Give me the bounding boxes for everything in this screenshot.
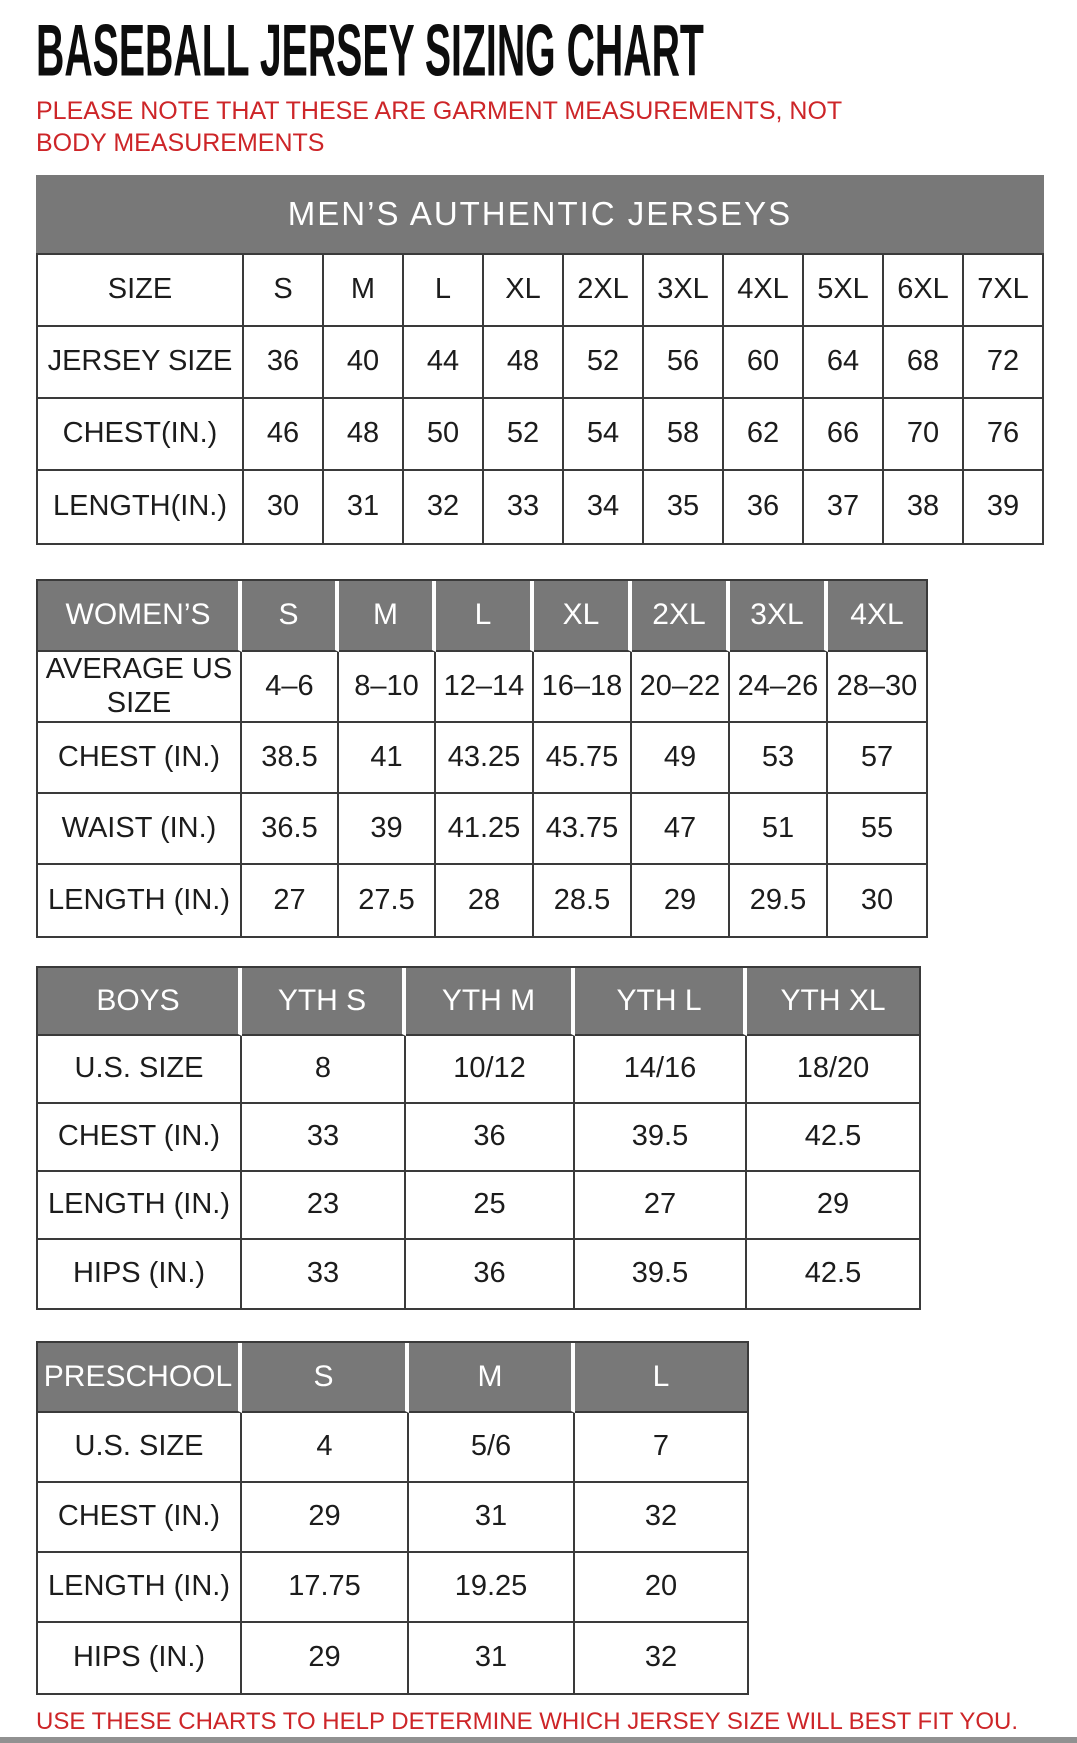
header-cell: XL [484, 255, 564, 327]
value-cell: 5/6 [409, 1413, 575, 1483]
value-cell: 38.5 [242, 723, 339, 794]
value-cell: 56 [644, 327, 724, 399]
header-cell: S [242, 1343, 409, 1413]
table-header-row [38, 581, 926, 652]
header-cell: YTH M [406, 968, 575, 1036]
value-cell: 28 [436, 865, 534, 936]
table-row [38, 794, 926, 865]
row-label-cell: HIPS (IN.) [38, 1623, 242, 1693]
row-label-cell: U.S. SIZE [38, 1036, 242, 1104]
value-cell: 72 [964, 327, 1042, 399]
value-cell: 34 [564, 471, 644, 543]
row-label-cell: LENGTH (IN.) [38, 1172, 242, 1240]
value-cell: 55 [828, 794, 926, 865]
row-label-cell: JERSEY SIZE [38, 327, 244, 399]
value-cell: 54 [564, 399, 644, 471]
value-cell: 39 [964, 471, 1042, 543]
value-cell: 33 [242, 1104, 406, 1172]
value-cell: 29 [242, 1623, 409, 1693]
value-cell: 17.75 [242, 1553, 409, 1623]
value-cell: 48 [484, 327, 564, 399]
value-cell: 24–26 [730, 652, 828, 723]
value-cell: 32 [575, 1623, 747, 1693]
value-cell: 30 [244, 471, 324, 543]
value-cell: 39.5 [575, 1104, 747, 1172]
table-row [38, 1104, 919, 1172]
row-label-cell: U.S. SIZE [38, 1413, 242, 1483]
header-cell: L [436, 581, 534, 652]
table-row [38, 1172, 919, 1240]
value-cell: 20–22 [632, 652, 730, 723]
header-cell: 6XL [884, 255, 964, 327]
table-header-row [38, 968, 919, 1036]
value-cell: 19.25 [409, 1553, 575, 1623]
table-header-row [38, 1343, 747, 1413]
table-row [38, 723, 926, 794]
table-row [38, 1240, 919, 1308]
value-cell: 31 [409, 1483, 575, 1553]
value-cell: 32 [404, 471, 484, 543]
value-cell: 8–10 [339, 652, 436, 723]
value-cell: 12–14 [436, 652, 534, 723]
table-row [38, 1553, 747, 1623]
value-cell: 52 [484, 399, 564, 471]
header-cell: S [242, 581, 339, 652]
value-cell: 42.5 [747, 1104, 919, 1172]
value-cell: 47 [632, 794, 730, 865]
row-label-cell: CHEST (IN.) [38, 723, 242, 794]
value-cell: 4 [242, 1413, 409, 1483]
table-row [38, 327, 1042, 399]
value-cell: 27.5 [339, 865, 436, 936]
page-title: BASEBALL JERSEY SIZING CHART [36, 10, 704, 92]
boys-size-table [36, 966, 921, 1310]
mens-section [0, 175, 1077, 545]
value-cell: 27 [242, 865, 339, 936]
header-cell: YTH L [575, 968, 747, 1036]
value-cell: 31 [409, 1623, 575, 1693]
value-cell: 16–18 [534, 652, 632, 723]
value-cell: 10/12 [406, 1036, 575, 1104]
value-cell: 76 [964, 399, 1042, 471]
value-cell: 33 [242, 1240, 406, 1308]
value-cell: 38 [884, 471, 964, 543]
header-cell: SIZE [38, 255, 244, 327]
value-cell: 37 [804, 471, 884, 543]
mens-authentic-jerseys-banner: MEN’S AUTHENTIC JERSEYS [36, 175, 1044, 253]
value-cell: 41 [339, 723, 436, 794]
value-cell: 50 [404, 399, 484, 471]
row-label-cell: CHEST (IN.) [38, 1104, 242, 1172]
value-cell: 68 [884, 327, 964, 399]
header-cell: YTH S [242, 968, 406, 1036]
header-cell: 7XL [964, 255, 1042, 327]
value-cell: 66 [804, 399, 884, 471]
table-row [38, 1413, 747, 1483]
header-cell: YTH XL [747, 968, 919, 1036]
header-cell: M [409, 1343, 575, 1413]
value-cell: 42.5 [747, 1240, 919, 1308]
value-cell: 57 [828, 723, 926, 794]
value-cell: 45.75 [534, 723, 632, 794]
value-cell: 23 [242, 1172, 406, 1240]
value-cell: 8 [242, 1036, 406, 1104]
header-cell: L [575, 1343, 747, 1413]
value-cell: 70 [884, 399, 964, 471]
value-cell: 29 [242, 1483, 409, 1553]
header-cell: BOYS [38, 968, 242, 1036]
value-cell: 52 [564, 327, 644, 399]
header-cell: 3XL [730, 581, 828, 652]
bottom-gray-strip [0, 1737, 1077, 1743]
garment-measurement-note: PLEASE NOTE THAT THESE ARE GARMENT MEASUREMENTS, NOT BODY MEASUREMENTS [36, 97, 842, 157]
value-cell: 40 [324, 327, 404, 399]
row-label-cell: LENGTH (IN.) [38, 1553, 242, 1623]
value-cell: 7 [575, 1413, 747, 1483]
value-cell: 36 [244, 327, 324, 399]
value-cell: 18/20 [747, 1036, 919, 1104]
value-cell: 36 [724, 471, 804, 543]
row-label-cell: AVERAGE US SIZE [38, 652, 242, 723]
table-row [38, 865, 926, 936]
value-cell: 44 [404, 327, 484, 399]
header-cell: M [339, 581, 436, 652]
header-cell: PRESCHOOL [38, 1343, 242, 1413]
table-row [38, 471, 1042, 543]
value-cell: 36 [406, 1104, 575, 1172]
womens-size-table [36, 579, 928, 938]
value-cell: 46 [244, 399, 324, 471]
value-cell: 41.25 [436, 794, 534, 865]
value-cell: 25 [406, 1172, 575, 1240]
value-cell: 4–6 [242, 652, 339, 723]
value-cell: 33 [484, 471, 564, 543]
header-cell: XL [534, 581, 632, 652]
footer-note: USE THESE CHARTS TO HELP DETERMINE WHICH JERSEY SIZE WILL BEST FIT YOU. [36, 1708, 1019, 1735]
header-cell: WOMEN’S [38, 581, 242, 652]
preschool-size-table [36, 1341, 749, 1695]
header-cell: 3XL [644, 255, 724, 327]
row-label-cell: CHEST (IN.) [38, 1483, 242, 1553]
header-cell: L [404, 255, 484, 327]
value-cell: 39 [339, 794, 436, 865]
table-row [38, 255, 1042, 327]
value-cell: 36 [406, 1240, 575, 1308]
value-cell: 29 [747, 1172, 919, 1240]
row-label-cell: LENGTH (IN.) [38, 865, 242, 936]
table-row [38, 1623, 747, 1693]
value-cell: 35 [644, 471, 724, 543]
header-cell: 4XL [724, 255, 804, 327]
value-cell: 39.5 [575, 1240, 747, 1308]
value-cell: 58 [644, 399, 724, 471]
value-cell: 31 [324, 471, 404, 543]
mens-size-table [36, 253, 1044, 545]
header-cell: M [324, 255, 404, 327]
row-label-cell: WAIST (IN.) [38, 794, 242, 865]
value-cell: 49 [632, 723, 730, 794]
header-cell: 4XL [828, 581, 926, 652]
value-cell: 27 [575, 1172, 747, 1240]
table-row [38, 1483, 747, 1553]
value-cell: 20 [575, 1553, 747, 1623]
page-title-wrap [36, 10, 1077, 92]
value-cell: 32 [575, 1483, 747, 1553]
header-cell: 5XL [804, 255, 884, 327]
value-cell: 48 [324, 399, 404, 471]
header-cell: 2XL [632, 581, 730, 652]
table-row [38, 399, 1042, 471]
header-cell: S [244, 255, 324, 327]
table-row [38, 1036, 919, 1104]
value-cell: 29.5 [730, 865, 828, 936]
value-cell: 29 [632, 865, 730, 936]
value-cell: 62 [724, 399, 804, 471]
value-cell: 43.25 [436, 723, 534, 794]
value-cell: 36.5 [242, 794, 339, 865]
row-label-cell: LENGTH(IN.) [38, 471, 244, 543]
value-cell: 43.75 [534, 794, 632, 865]
row-label-cell: CHEST(IN.) [38, 399, 244, 471]
value-cell: 53 [730, 723, 828, 794]
value-cell: 28–30 [828, 652, 926, 723]
header-cell: 2XL [564, 255, 644, 327]
value-cell: 28.5 [534, 865, 632, 936]
value-cell: 30 [828, 865, 926, 936]
value-cell: 14/16 [575, 1036, 747, 1104]
value-cell: 51 [730, 794, 828, 865]
value-cell: 60 [724, 327, 804, 399]
row-label-cell: HIPS (IN.) [38, 1240, 242, 1308]
table-row [38, 652, 926, 723]
value-cell: 64 [804, 327, 884, 399]
